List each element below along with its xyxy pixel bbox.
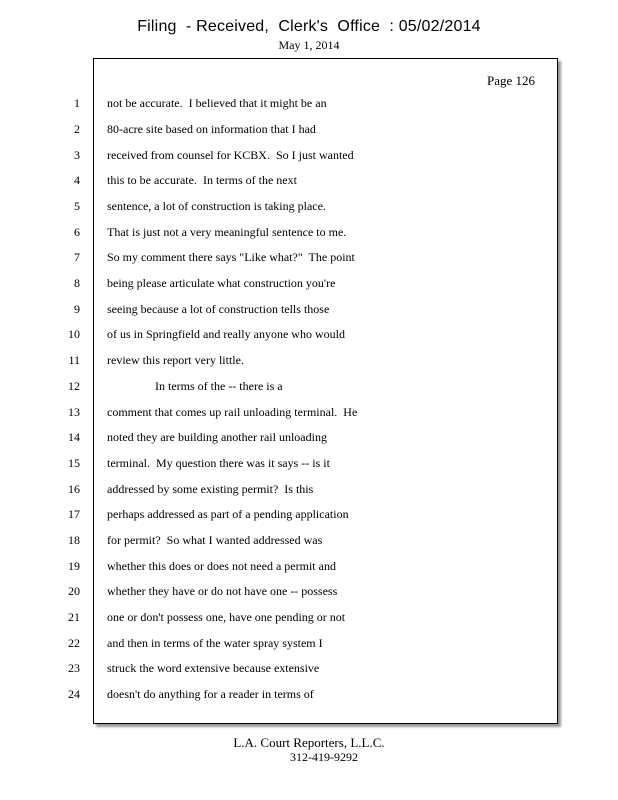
line-number: 3 xyxy=(74,148,80,162)
line-text: struck the word extensive because extensive xyxy=(107,661,320,675)
line-number: 24 xyxy=(68,687,80,701)
line-number: 15 xyxy=(68,456,80,470)
line-number: 11 xyxy=(68,353,80,367)
line-text: not be accurate. I believed that it might be an xyxy=(107,96,327,110)
line-number: 1 xyxy=(74,96,80,110)
line-text: terminal. My question there was it says -- is it xyxy=(107,456,330,470)
line-number: 16 xyxy=(68,482,80,496)
line-number: 12 xyxy=(68,379,80,393)
transcript-date: May 1, 2014 xyxy=(278,38,340,52)
reporter-company: L.A. Court Reporters, L.L.C. xyxy=(233,735,385,750)
line-number: 18 xyxy=(68,533,80,547)
line-text: So my comment there says "Like what?" The point xyxy=(107,250,355,264)
line-number: 17 xyxy=(68,507,80,521)
reporter-phone: 312-419-9292 xyxy=(290,750,358,764)
line-number: 13 xyxy=(68,405,80,419)
line-number: 5 xyxy=(74,199,80,213)
line-text: whether this does or does not need a permit and xyxy=(107,559,336,573)
line-number: 21 xyxy=(68,610,80,624)
line-text: for permit? So what I wanted addressed was xyxy=(107,533,323,547)
line-text: one or don't possess one, have one pending or not xyxy=(107,610,346,624)
line-text: this to be accurate. In terms of the next xyxy=(107,173,297,187)
line-number: 9 xyxy=(74,302,80,316)
line-text: whether they have or do not have one -- possess xyxy=(107,584,338,598)
line-text: review this report very little. xyxy=(107,353,244,367)
line-text: That is just not a very meaningful sentence to me. xyxy=(107,225,347,239)
line-number: 22 xyxy=(68,636,80,650)
line-text: comment that comes up rail unloading terminal. He xyxy=(107,405,358,419)
line-number: 19 xyxy=(68,559,80,573)
line-text: of us in Springfield and really anyone who would xyxy=(107,327,345,341)
line-text: and then in terms of the water spray system I xyxy=(107,636,323,650)
line-number: 6 xyxy=(74,225,80,239)
line-number: 20 xyxy=(68,584,80,598)
line-number: 7 xyxy=(74,250,80,264)
line-number: 23 xyxy=(68,661,80,675)
line-text: addressed by some existing permit? Is this xyxy=(107,482,314,496)
line-text: doesn't do anything for a reader in terms of xyxy=(107,687,314,701)
page-number: Page 126 xyxy=(486,73,535,88)
line-text: noted they are building another rail unloading xyxy=(107,430,327,444)
line-text: being please articulate what construction you're xyxy=(107,276,336,290)
line-number: 8 xyxy=(74,276,80,290)
line-text: seeing because a lot of construction tells those xyxy=(107,302,330,316)
line-text: 80-acre site based on information that I had xyxy=(107,122,316,136)
line-text: sentence, a lot of construction is taking place. xyxy=(107,199,326,213)
line-number: 14 xyxy=(68,430,80,444)
filing-stamp: Filing - Received, Clerk's Office : 05/02/2014 xyxy=(137,18,481,35)
line-number: 2 xyxy=(74,122,80,136)
line-text: received from counsel for KCBX. So I just wanted xyxy=(107,148,354,162)
line-number: 4 xyxy=(74,173,80,187)
line-number: 10 xyxy=(68,327,80,341)
line-text: perhaps addressed as part of a pending application xyxy=(107,507,349,521)
line-text: In terms of the -- there is a xyxy=(107,379,283,393)
